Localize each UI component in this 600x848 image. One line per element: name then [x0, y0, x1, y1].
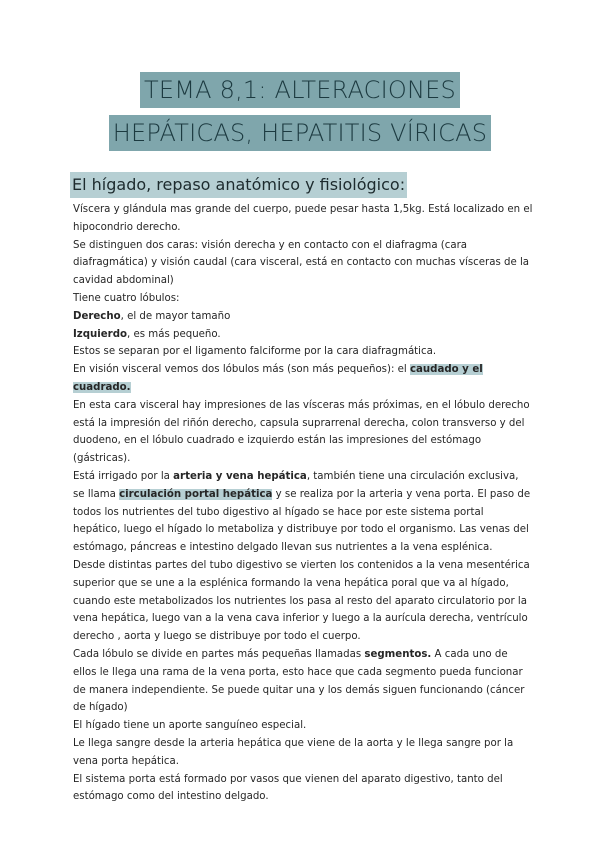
- text-run: y se realiza por la arteria y vena porta. El paso de todos los nutrientes del tubo digestivo al hígado se hace por este sistema portal hepático, luego el hígado lo metaboliza y distribuye por todo el organismo. Las venas del estómago, páncreas e intestino delgado llevan sus nutrientes a la vena esplénica.: [73, 488, 531, 554]
- paragraph: [73, 646, 533, 717]
- bold-term: arteria y vena hepática: [173, 470, 307, 482]
- title-line-1: TEMA 8,1: ALTERACIONES: [140, 72, 460, 108]
- text-run: Está irrigado por la: [73, 470, 174, 482]
- paragraph: Tiene cuatro lóbulos:: [73, 292, 180, 304]
- paragraph: Víscera y glándula mas grande del cuerpo, puede pesar hasta 1,5kg. Está localizado en el hipocondrio derecho.: [73, 204, 533, 233]
- document-title: [0, 72, 600, 151]
- paragraph: Le llega sangre desde la arteria hepática que viene de la aorta y le llega sangre por la vena porta hepática.: [73, 737, 514, 767]
- highlighted-term: circulación portal hepática: [119, 488, 273, 500]
- document-body: [73, 201, 533, 806]
- text-run: A cada uno de ellos le llega una rama de la vena porta, esto hace que cada segmento pueda funcionar de manera independiente. Se puede quitar una y los demás siguen funcionando (cáncer de hígado): [73, 648, 525, 714]
- section-heading: El hígado, repaso anatómico y fisiológico:: [70, 172, 407, 198]
- lobe-desc: , es más pequeño.: [126, 328, 221, 340]
- lobe-name: Izquierdo: [73, 328, 127, 340]
- bold-term: segmentos.: [364, 648, 432, 660]
- lobe-desc: , el de mayor tamaño: [120, 310, 231, 322]
- paragraph: Estos se separan por el ligamento falciforme por la cara diafragmática.: [73, 346, 437, 358]
- text-run: , también tiene una circulación exclusiva, se llama: [73, 470, 519, 500]
- paragraph: Se distinguen dos caras: visión derecha y en contacto con el diafragma (cara diafragmática) y visión caudal (cara visceral, está en contacto con muchas vísceras de la cavidad abdominal): [73, 239, 530, 287]
- paragraph: [73, 308, 533, 326]
- text-run: Cada lóbulo se divide en partes más pequeñas llamadas: [73, 648, 365, 660]
- lobe-name: Derecho: [73, 310, 121, 322]
- paragraph: Desde distintas partes del tubo digestivo se vierten los contenidos a la vena mesentérica superior que se une a la esplénica formando la vena hepática poral que va al hígado, cuando este metabolizados los nutrientes los pasa al resto del aparato circulatorio por la vena hepática, luego van a la vena cava inferior y luego a la aurícula derecha, ventrículo derecho , aorta y luego se distribuye por todo el cuerpo.: [73, 559, 530, 643]
- paragraph: El hígado tiene un aporte sanguíneo especial.: [73, 720, 307, 732]
- paragraph: [73, 468, 533, 557]
- highlighted-term: caudado y el cuadrado.: [73, 364, 483, 393]
- title-line-2: HEPÁTICAS, HEPATITIS VÍRICAS: [109, 115, 491, 151]
- paragraph: [73, 326, 533, 344]
- paragraph: El sistema porta está formado por vasos que vienen del aparato digestivo, tanto del estómago como del intestino delgado.: [73, 773, 503, 803]
- paragraph: [73, 361, 533, 397]
- paragraph: En esta cara visceral hay impresiones de las vísceras más próximas, en el lóbulo derecho está la impresión del riñón derecho, capsula suprarrenal derecha, colon transverso y del duodeno, en el lóbulo cuadrado e izquierdo están las impresiones del estómago (gástricas).: [73, 399, 530, 465]
- text-run: En visión visceral vemos dos lóbulos más (son más pequeños): el: [73, 364, 410, 376]
